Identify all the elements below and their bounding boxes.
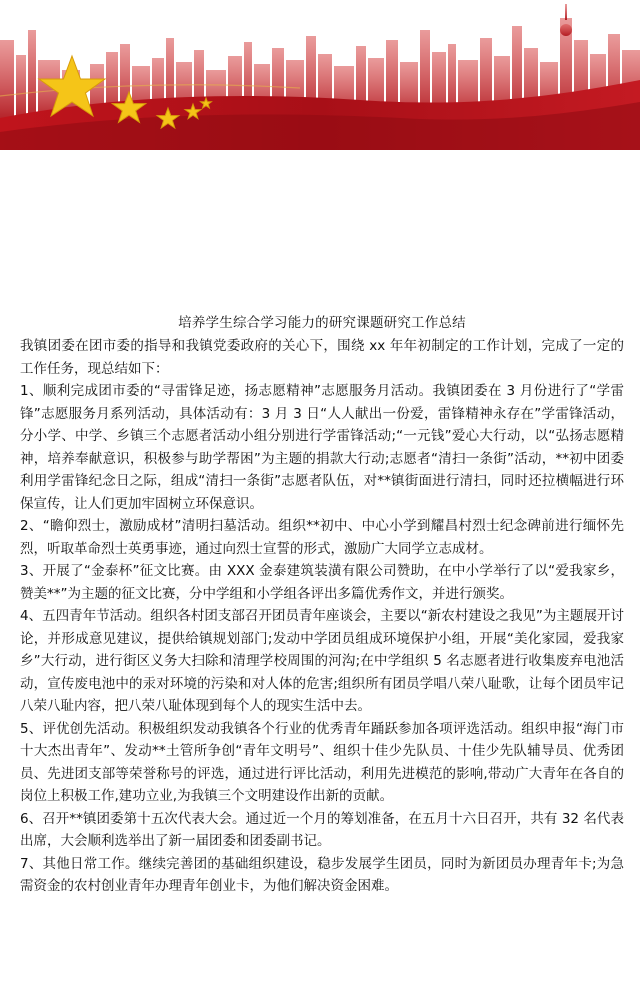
- intro-paragraph: 我镇团委在团市委的指导和我镇党委政府的关心下，围绕 xx 年年初制定的工作计划，完成了一定的工作任务，现总结如下：: [20, 338, 624, 377]
- document-body: [20, 312, 624, 898]
- item-2-paragraph: 2、“瞻仰烈士，激励成材”清明扫墓活动。组织**初中、中心小学到耀昌村烈士纪念碑前进行缅怀先烈，听取革命烈士英勇事迹，通过向烈士宣誓的形式，激励广大同学立志成材。: [20, 518, 624, 557]
- item-4-paragraph: 4、五四青年节活动。组织各村团支部召开团员青年座谈会，主要以“新农村建设之我见”为主题展开讨论，并形成意见建议，提供给镇规划部门;发动中学团员组成环境保护小组，开展“美化家园，爱我家乡”大行动，进行街区义务大扫除和清理学校周围的河沟;在中学组织 5 名志愿者进行收集废弃电池活动，宣传废电池中的汞对环境的污染和对人体的危害;组织所有团员学唱八荣八耻歌，让每个团员牢记八荣八耻内容，把八荣八耻体现到每个人的现实生活中去。: [20, 608, 624, 714]
- document-title: 培养学生综合学习能力的研究课题研究工作总结: [178, 315, 466, 331]
- header-banner: [0, 0, 640, 150]
- item-5-paragraph: 5、评优创先活动。积极组织发动我镇各个行业的优秀青年踊跃参加各项评选活动。组织申报“海门市十大杰出青年”、发动**土管所争创“青年文明号”、组织十佳少先队员、十佳少先队辅导员、优秀团员、先进团支部等荣誉称号的评选，通过进行评比活动，利用先进模范的影响,带动广大青年在各自的岗位上积极工作,建功立业,为我镇三个文明建设作出新的贡献。: [20, 720, 624, 804]
- item-1-paragraph: 1、顺利完成团市委的“寻雷锋足迹，扬志愿精神”志愿服务月活动。我镇团委在 3 月份进行了“学雷锋”志愿服务月系列活动，具体活动有：3 月 3 日“人人献出一份爱，雷锋精神永存在”学雷锋活动，分小学、中学、乡镇三个志愿者活动小组分别进行学雷锋活动;“一元钱”爱心大行动，以“弘扬志愿精神，培养奉献意识，积极参与助学帮困”为主题的捐款大行动;志愿者“清扫一条街”活动，**初中团委利用学雷锋纪念日之际，组成“清扫一条街”志愿者队伍，对**镇街面进行清扫，同时还拉横幅进行环保宣传，让人们更加牢固树立环保意识。: [20, 383, 624, 512]
- item-3-paragraph: 3、开展了“金泰杯”征文比赛。由 XXX 金泰建筑装潢有限公司赞助，在中小学举行了以“爱我家乡，赞美**”为主题的征文比赛，分中学组和小学组各评出多篇优秀作文，并进行颁奖。: [20, 563, 624, 602]
- item-7-paragraph: 7、其他日常工作。继续完善团的基础组织建设，稳步发展学生团员，同时为新团员办理青年卡;为急需资金的农村创业青年办理青年创业卡，为他们解决资金困难。: [20, 855, 624, 894]
- skyline-banner-graphic: [0, 0, 640, 150]
- item-6-paragraph: 6、召开**镇团委第十五次代表大会。通过近一个月的筹划准备，在五月十六日召开，共有 32 名代表出席，大会顺利选举出了新一届团委和团委副书记。: [20, 810, 624, 849]
